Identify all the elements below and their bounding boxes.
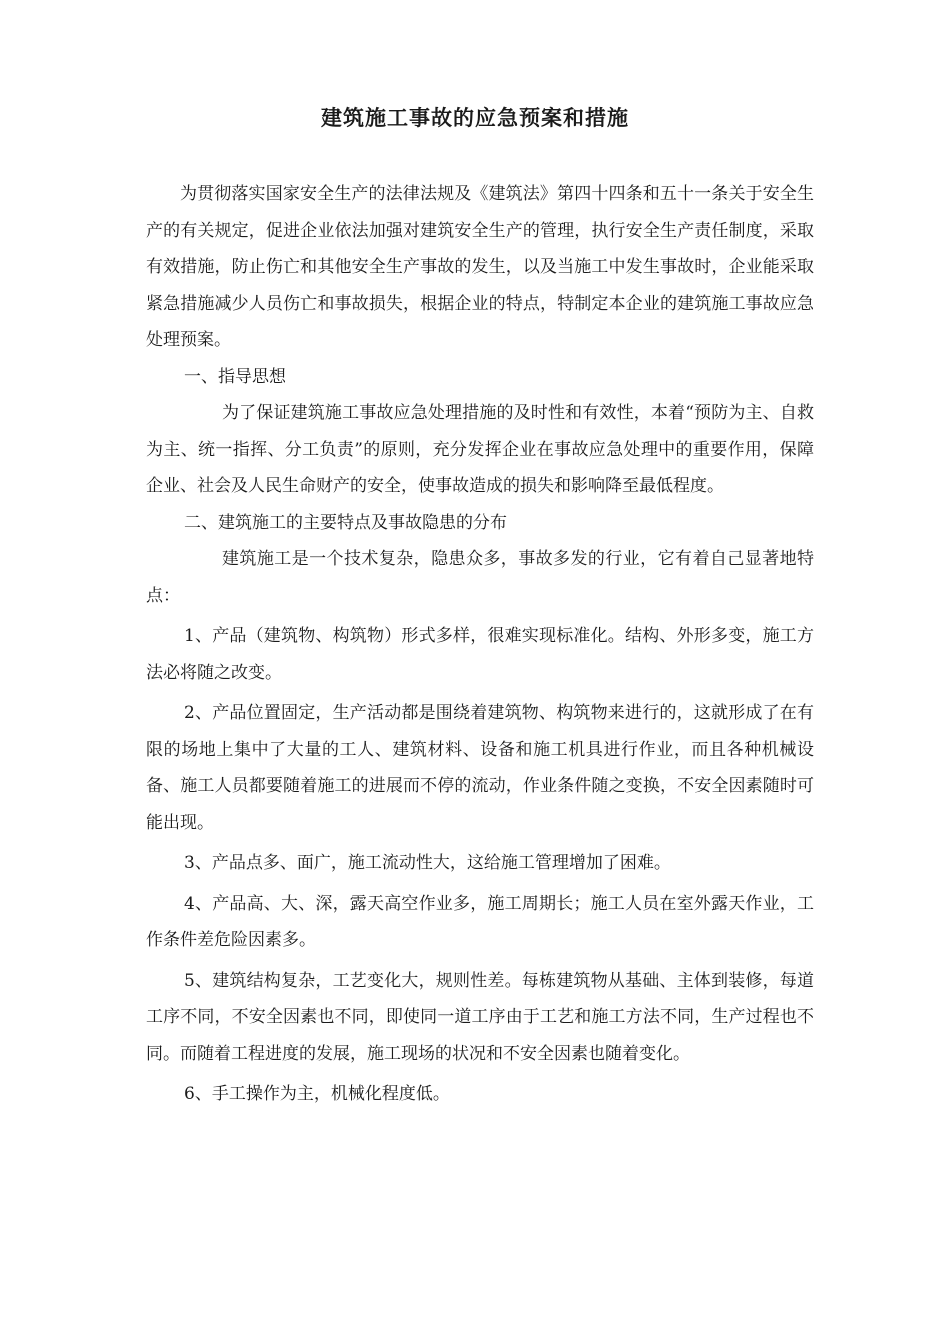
section-1-paragraph: 为了保证建筑施工事故应急处理措施的及时性和有效性，本着“预防为主、自救为主、统一指挥、分工负责”的原则，充分发挥企业在事故应急处理中的重要作用，保障企业、社会及人民生命财产的安全，使事故造成的损失和影响降至最低程度。 bbox=[146, 403, 814, 496]
list-item: 4、产品高、大、深，露天高空作业多，施工周期长；施工人员在室外露天作业，工作条件差危险因素多。 bbox=[146, 893, 814, 950]
list-item: 6、手工操作为主，机械化程度低。 bbox=[184, 1084, 450, 1104]
list-item: 3、产品点多、面广，施工流动性大，这给施工管理增加了困难。 bbox=[184, 853, 671, 873]
document-body bbox=[146, 176, 814, 1113]
intro-paragraph: 为贯彻落实国家安全生产的法律法规及《建筑法》第四十四条和五十一条关于安全生产的有关规定，促进企业依法加强对建筑安全生产的管理，执行安全生产责任制度，采取有效措施，防止伤亡和其他安全生产事故的发生，以及当施工中发生事故时，企业能采取紧急措施减少人员伤亡和事故损失，根据企业的特点，特制定本企业的建筑施工事故应急处理预案。 bbox=[146, 184, 814, 350]
document-title: 建筑施工事故的应急预案和措施 bbox=[321, 106, 629, 130]
section-2-paragraph: 建筑施工是一个技术复杂，隐患众多，事故多发的行业，它有着自己显著地特点： bbox=[146, 549, 814, 606]
list-item: 5、建筑结构复杂，工艺变化大，规则性差。每栋建筑物从基础、主体到装修，每道工序不同，不安全因素也不同，即使同一道工序由于工艺和施工方法不同，生产过程也不同。而随着工程进度的发展，施工现场的状况和不安全因素也随着变化。 bbox=[146, 970, 814, 1064]
section-heading-1: 一、指导思想 bbox=[184, 366, 286, 387]
list-item: 1、产品（建筑物、构筑物）形式多样，很难实现标准化。结构、外形多变，施工方法必将随之改变。 bbox=[146, 626, 814, 683]
list-item: 2、产品位置固定，生产活动都是围绕着建筑物、构筑物来进行的，这就形成了在有限的场地上集中了大量的工人、建筑材料、设备和施工机具进行作业，而且各种机械设备、施工人员都要随着施工的进展而不停的流动，作业条件随之变换，不安全因素随时可能出现。 bbox=[146, 703, 814, 833]
section-heading-2: 二、建筑施工的主要特点及事故隐患的分布 bbox=[184, 512, 507, 533]
